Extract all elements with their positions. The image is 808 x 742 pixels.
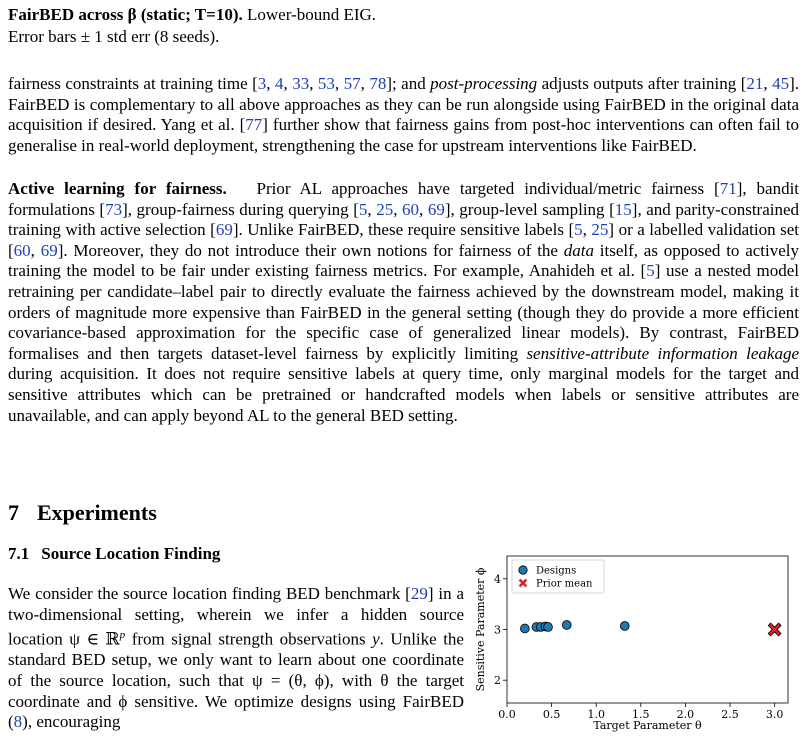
citation-link[interactable]: 45 [772, 74, 790, 93]
paragraph-heading: Active learning for fairness. [8, 179, 227, 198]
text: during acquisition. It does not require sensitive labels at query time, only marginal models for the target and sensitive attributes which can be pretrained or handcrafted models when labels or sensitive attributes are unavailable, and can apply beyond AL to the general BED setting. [8, 364, 799, 425]
text: ), encouraging [22, 712, 121, 732]
y-tick-label: 3 [494, 623, 501, 637]
citation-link[interactable]: 4 [275, 74, 284, 93]
legend-label-prior-mean: Prior mean [536, 578, 593, 590]
text: ] in a two-dimensional setting, wherein we infer a hidden source location ψ ∈ ℝ [8, 584, 464, 649]
text: , [763, 74, 773, 93]
text: , [582, 220, 592, 240]
text: ] further show that fairness gains from post-hoc interventions can often fail to generalise in real-world deployment, strengthening the case for upstream interventions like FairBED. [8, 115, 800, 155]
x-tick-label: 3.0 [765, 708, 784, 721]
emphasis: data [563, 240, 594, 260]
citation-link[interactable]: 33 [292, 74, 310, 93]
x-tick-label: 2.0 [676, 708, 695, 721]
citation-link[interactable]: 73 [105, 199, 123, 219]
superscript: p [119, 629, 126, 642]
citation-link[interactable]: 77 [245, 115, 263, 135]
design-point [520, 624, 529, 633]
citation-link[interactable]: 3 [257, 74, 267, 93]
citation-link[interactable]: 5 [358, 199, 368, 219]
text: , [266, 74, 275, 93]
text: ], group-level sampling [ [444, 199, 615, 219]
section-title: Experiments [37, 500, 157, 525]
y-tick-label: 2 [494, 674, 501, 688]
text: ]. FairBED is complementary to all above approaches as they can be run alongside using FairBED in the original data acquisition if desired. Yang et al. [ [8, 74, 800, 135]
citation-link[interactable]: 21 [746, 74, 764, 93]
citation-link[interactable]: 15 [614, 199, 632, 219]
text: . Unlike the standard BED setup, we only want to learn about one coordinate of the source location, such that ψ = (θ, ϕ), with θ the target coordinate and ϕ sensitive. We optimize designs using FairBED ( [8, 629, 464, 732]
citation-link[interactable]: 69 [215, 220, 233, 240]
text: itself, as opposed to actively training the model to be fair under existing fairness metrics. For example, Anahideh et al. [ [8, 240, 800, 281]
y-tick-label: 4 [494, 572, 501, 586]
citation-link[interactable]: 60 [13, 240, 31, 260]
text: fairness constraints at training time [ [8, 74, 258, 93]
text: ] use a nested model retraining per candidate–label pair to directly evaluate the fairness achieved by the downstream model, making it orders of magnitude more expensive than FairBED in the general setting (though they do provide a more efficient covariance-based approximation for the specific case of generalized linear models). By contrast, FairBED formalises and then targets dataset-level fairness by explicitly limiting [8, 261, 799, 363]
citation-link[interactable]: 8 [13, 712, 23, 732]
text: ], bandit formulations [ [8, 179, 800, 219]
citation-link[interactable]: 25 [376, 199, 394, 219]
citation-link[interactable]: 69 [427, 199, 445, 219]
citation-link[interactable]: 78 [369, 74, 387, 93]
x-tick-label: 1.5 [632, 708, 650, 721]
text: , [283, 74, 293, 93]
text: , [419, 199, 428, 219]
section-number: 7 [8, 500, 19, 525]
text: , [334, 74, 344, 93]
caption-title: FairBED across β (static; T=10). [8, 5, 243, 24]
text: , [367, 199, 377, 219]
x-tick-label: 0.5 [542, 708, 561, 721]
text: Prior AL approaches have targeted individual/metric fairness [ [256, 179, 720, 198]
text: from signal strength observations [125, 629, 373, 649]
text: ]. Unlike FairBED, these require sensitive labels [ [232, 220, 575, 240]
citation-link[interactable]: 60 [402, 199, 420, 219]
paragraph-active-learning [8, 179, 799, 426]
design-point [620, 622, 629, 631]
plot-area [474, 556, 788, 732]
design-point [544, 623, 553, 632]
design-point [562, 621, 571, 630]
subsection-title: Source Location Finding [41, 544, 221, 563]
math-variable: y [372, 629, 380, 649]
paragraph-related-work [8, 74, 799, 156]
citation-link[interactable]: 71 [719, 179, 737, 198]
figure-caption [8, 4, 378, 48]
x-tick-label: 0.0 [498, 708, 516, 721]
legend-label-designs: Designs [536, 565, 577, 577]
paragraph-source-location [8, 584, 464, 733]
subsection-number: 7.1 [8, 544, 30, 563]
emphasis: sensitive-attribute information leakage [526, 343, 799, 363]
scatter-chart [470, 549, 800, 737]
x-axis-label: Target Parameter θ [593, 719, 702, 732]
citation-link[interactable]: 53 [317, 74, 335, 93]
x-tick-label: 1.0 [587, 708, 605, 721]
text: ]; and [386, 74, 431, 93]
text: , [393, 199, 403, 219]
subsection-heading [8, 544, 220, 564]
citation-link[interactable]: 5 [646, 261, 655, 281]
text: , [309, 74, 318, 93]
text: , [30, 240, 41, 260]
citation-link[interactable]: 57 [343, 74, 361, 93]
citation-link[interactable]: 69 [40, 240, 58, 260]
citation-link[interactable]: 29 [410, 584, 428, 603]
text: ], group-fairness during querying [ [122, 199, 359, 219]
x-tick-label: 2.5 [721, 708, 739, 721]
emphasis: post-processing [430, 74, 538, 93]
caption-text: Lower-bound EIG. Error bars ± 1 std err (8 seeds). [8, 5, 377, 46]
text: ]. Moreover, they do not introduce their own notions for fairness of the [57, 240, 564, 260]
scatter-figure [470, 549, 800, 737]
y-axis-label: Sensitive Parameter ϕ [474, 567, 487, 692]
text: adjusts outputs after training [ [537, 74, 747, 93]
text: ] or a labelled validation set [ [8, 220, 800, 260]
text: We consider the source location finding BED benchmark [ [8, 584, 411, 603]
citation-link[interactable]: 25 [591, 220, 609, 240]
text: ], and parity-constrained training with active selection [ [8, 199, 800, 240]
section-heading [8, 500, 157, 526]
legend-design-marker [519, 566, 527, 574]
citation-link[interactable]: 5 [574, 220, 583, 240]
text: , [360, 74, 370, 93]
